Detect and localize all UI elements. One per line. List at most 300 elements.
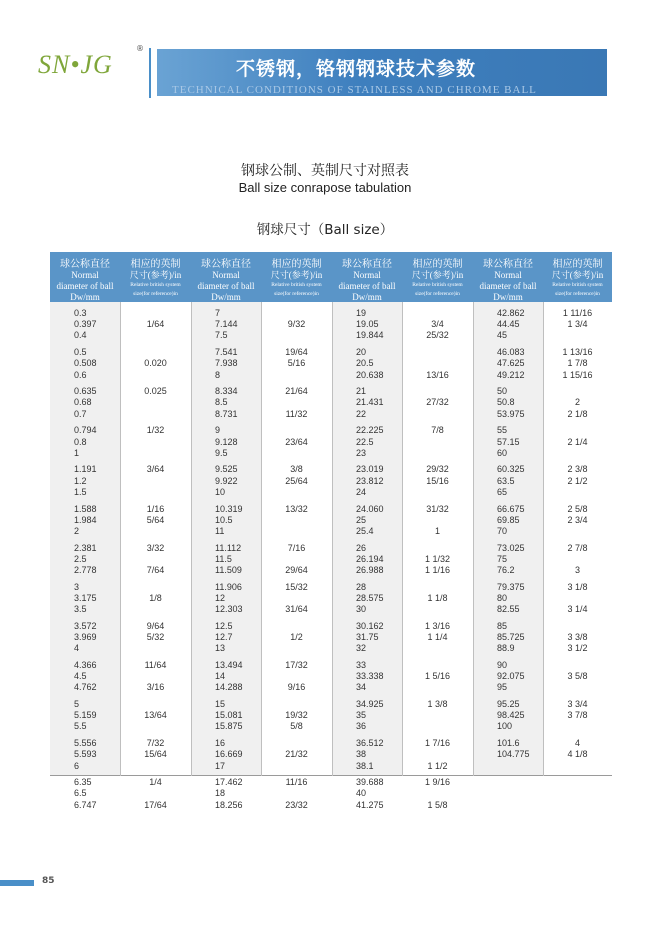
- table-cell: 4: [74, 643, 80, 654]
- table-cell: 0.397: [74, 319, 97, 330]
- table-cell: 13: [215, 643, 226, 654]
- table-cell: 5.5: [74, 721, 87, 732]
- table-cell: 19/32: [285, 710, 308, 721]
- logo-divider: [149, 48, 151, 98]
- table-cell: 7/64: [146, 565, 165, 575]
- table-cell: 5.556: [74, 738, 97, 749]
- header-label: 球公称直径: [483, 259, 533, 270]
- table-cell: 21/64: [285, 386, 308, 397]
- table-cell: 70: [497, 525, 508, 536]
- table-cell: 7/16: [287, 542, 306, 553]
- table-cell: 2: [574, 397, 580, 408]
- table-cell: 0.635: [74, 386, 97, 397]
- table-cell: 5: [74, 699, 80, 709]
- table-cell: 15/64: [144, 749, 167, 760]
- table-cell: 13/16: [426, 369, 449, 380]
- table-cell: 30.162: [356, 620, 384, 631]
- table-cell: 41.275: [356, 799, 384, 810]
- inch-header: [543, 252, 612, 302]
- table-cell: 6: [74, 760, 80, 771]
- table-cell: 31/32: [426, 503, 449, 514]
- table-cell: 28: [356, 581, 367, 592]
- header-label: size(for reference)in: [133, 291, 178, 297]
- table-cell: 60.325: [497, 464, 525, 475]
- table-cell: 34.925: [356, 699, 384, 709]
- table-cell: 2 5/8: [567, 503, 588, 514]
- table-cell: 13/64: [144, 710, 167, 721]
- table-cell: 85.725: [497, 632, 525, 642]
- column-divider: [402, 302, 403, 776]
- table-cell: 2.381: [74, 542, 97, 553]
- header-label: 相应的英制: [130, 259, 181, 270]
- table-cell: 50.8: [497, 397, 515, 408]
- table-cell: 76.2: [497, 565, 515, 575]
- table-cell: 7.938: [215, 358, 238, 369]
- table-bottom-rule: [543, 775, 612, 776]
- header-label: Normal: [71, 270, 99, 280]
- brand-logo: SN•JG: [38, 50, 113, 79]
- table-cell: 36.512: [356, 738, 384, 749]
- inch-column: [120, 252, 191, 810]
- table-cell: 90: [497, 659, 508, 670]
- table-cell: 7.144: [215, 319, 238, 330]
- header-label: Relative british system: [412, 282, 463, 288]
- table-cell: 22: [356, 408, 367, 419]
- table-cell: 3/16: [146, 682, 165, 693]
- table-cell: 0.025: [144, 386, 167, 397]
- table-cell: 0.020: [144, 358, 167, 369]
- table-cell: 1 5/16: [424, 671, 451, 682]
- table-cell: 27/32: [426, 397, 449, 408]
- table-cell: 10: [215, 486, 226, 497]
- table-cell: 2 7/8: [567, 542, 588, 553]
- table-cell: 6.747: [74, 799, 97, 810]
- table-cell: 3 7/8: [567, 710, 588, 721]
- table-cell: 29/64: [285, 565, 308, 575]
- table-bottom-rule: [50, 775, 120, 776]
- table-cell: 1 1/2: [427, 760, 448, 771]
- table-bottom-rule: [402, 775, 473, 776]
- inch-header: [261, 252, 332, 302]
- table-cell: 3/8: [290, 464, 303, 475]
- registered-mark: ®: [136, 44, 144, 53]
- table-cell: 30: [356, 604, 367, 615]
- table-bottom-rule: [191, 775, 261, 776]
- section-subtitle: 钢球尺寸（Ball size）: [256, 222, 394, 238]
- table-cell: 88.9: [497, 643, 515, 654]
- header-label: diameter of ball: [197, 281, 255, 291]
- table-cell: 19/64: [285, 347, 308, 358]
- table-cell: 12: [215, 592, 226, 603]
- table-cell: 1 7/16: [424, 738, 451, 749]
- table-cell: 5/64: [146, 514, 165, 525]
- table-cell: 12.5: [215, 620, 233, 631]
- table-cell: 3: [74, 581, 80, 592]
- table-cell: 80: [497, 592, 508, 603]
- table-cell: 34: [356, 682, 367, 693]
- table-cell: 82.55: [497, 604, 520, 615]
- section-title-cn: 钢球公制、英制尺寸对照表: [241, 163, 409, 179]
- table-cell: 3/4: [431, 319, 444, 330]
- table-cell: 75: [497, 553, 508, 564]
- header-label: 相应的英制: [552, 259, 603, 270]
- metric-header: [50, 252, 120, 302]
- table-cell: 1/2: [290, 632, 303, 642]
- table-cell: 95.25: [497, 699, 520, 709]
- table-cell: 13/32: [285, 503, 308, 514]
- table-cell: 3.5: [74, 604, 87, 615]
- table-cell: 11.906: [215, 581, 242, 592]
- table-cell: 65: [497, 486, 508, 497]
- table-cell: 3/32: [146, 542, 165, 553]
- table-cell: 20: [356, 347, 367, 358]
- table-cell: 4.762: [74, 682, 97, 693]
- table-cell: 47.625: [497, 358, 525, 369]
- table-cell: 15/16: [426, 475, 449, 486]
- table-cell: 38.1: [356, 760, 374, 771]
- table-cell: 8.5: [215, 397, 228, 408]
- table-cell: 31.75: [356, 632, 379, 642]
- table-cell: 92.075: [497, 671, 525, 682]
- table-cell: 3 1/4: [567, 604, 588, 615]
- table-cell: 9/16: [287, 682, 306, 693]
- table-cell: 0.8: [74, 436, 87, 447]
- table-cell: 22.225: [356, 425, 384, 436]
- table-cell: 25/64: [285, 475, 308, 486]
- table-cell: 5.159: [74, 710, 97, 721]
- table-bottom-rule: [120, 775, 191, 776]
- table-cell: 9.128: [215, 436, 238, 447]
- metric-header: [473, 252, 543, 302]
- table-cell: 11.112: [215, 542, 242, 553]
- table-cell: 38: [356, 749, 367, 760]
- table-cell: 12.7: [215, 632, 233, 642]
- table-cell: 0.508: [74, 358, 97, 369]
- header-label: 球公称直径: [201, 259, 251, 270]
- table-cell: 1.588: [74, 503, 97, 514]
- table-cell: 26.988: [356, 565, 384, 575]
- table-cell: 17.462: [215, 777, 243, 788]
- table-bottom-rule: [261, 775, 332, 776]
- header-label: 球公称直径: [60, 259, 110, 270]
- table-cell: 98.425: [497, 710, 525, 721]
- table-cell: 12.303: [215, 604, 243, 615]
- table-cell: 1/4: [149, 777, 162, 788]
- table-cell: 100: [497, 721, 513, 732]
- table-cell: 95: [497, 682, 508, 693]
- table-cell: 33.338: [356, 671, 384, 682]
- table-cell: 8.334: [215, 386, 238, 397]
- header-label: Normal: [212, 270, 240, 280]
- metric-column: [473, 252, 543, 776]
- table-cell: 0.4: [74, 330, 87, 341]
- inch-column: [402, 252, 473, 810]
- header-label: Normal: [353, 270, 381, 280]
- table-cell: 10.5: [215, 514, 233, 525]
- table-cell: 3.175: [74, 592, 97, 603]
- table-cell: 19: [356, 308, 367, 318]
- table-cell: 24: [356, 486, 367, 497]
- table-cell: 4: [574, 738, 580, 749]
- table-cell: 25: [356, 514, 367, 525]
- table-cell: 9/64: [146, 620, 165, 631]
- table-cell: 31/64: [285, 604, 308, 615]
- table-cell: 0.3: [74, 308, 87, 318]
- table-cell: 0.5: [74, 347, 87, 358]
- table-cell: 11.509: [215, 565, 242, 575]
- table-cell: 1/8: [149, 592, 162, 603]
- table-bottom-rule: [332, 775, 402, 776]
- table-cell: 21: [356, 386, 367, 397]
- table-cell: 2 3/4: [567, 514, 588, 525]
- table-cell: 1 1/4: [427, 632, 448, 642]
- header-label: Relative british system: [130, 282, 181, 288]
- inch-column: [543, 252, 612, 776]
- table-cell: 11/32: [285, 408, 308, 419]
- header-label: size(for reference)in: [555, 291, 600, 297]
- table-cell: 19.844: [356, 330, 384, 341]
- table-cell: 22.5: [356, 436, 374, 447]
- column-divider: [191, 302, 192, 776]
- table-cell: 3.969: [74, 632, 97, 642]
- header-label: Relative british system: [552, 282, 603, 288]
- table-cell: 33: [356, 659, 367, 670]
- table-cell: 50: [497, 386, 508, 397]
- footer-bar: [0, 880, 34, 886]
- header-label: 球公称直径: [342, 259, 392, 270]
- page-number: 85: [42, 876, 55, 886]
- metric-column: [332, 252, 402, 810]
- table-cell: 1 1/32: [424, 553, 451, 564]
- table-cell: 25.4: [356, 525, 374, 536]
- table-cell: 1/32: [146, 425, 165, 436]
- table-cell: 0.68: [74, 397, 92, 408]
- table-cell: 1 3/8: [427, 699, 448, 709]
- table-cell: 20.638: [356, 369, 384, 380]
- table-cell: 1 1/8: [427, 592, 448, 603]
- table-cell: 79.375: [497, 581, 525, 592]
- table-cell: 1/64: [146, 319, 165, 330]
- table-cell: 26: [356, 542, 367, 553]
- table-cell: 3 3/8: [567, 632, 588, 642]
- table-cell: 40: [356, 788, 367, 799]
- table-cell: 2 1/8: [567, 408, 588, 419]
- table-cell: 3 1/2: [567, 643, 588, 654]
- header-label: diameter of ball: [479, 281, 537, 291]
- table-cell: 3: [574, 565, 580, 575]
- table-cell: 11/16: [285, 777, 308, 788]
- table-cell: 4.5: [74, 671, 87, 682]
- table-cell: 25/32: [426, 330, 449, 341]
- table-cell: 2.778: [74, 565, 97, 575]
- table-cell: 24.060: [356, 503, 384, 514]
- header-label: Relative british system: [271, 282, 322, 288]
- table-cell: 19.05: [356, 319, 379, 330]
- table-cell: 9.922: [215, 475, 238, 486]
- table-cell: 63.5: [497, 475, 515, 486]
- table-cell: 6.35: [74, 777, 92, 788]
- table-cell: 1 5/8: [427, 799, 448, 810]
- table-cell: 10.319: [215, 503, 243, 514]
- table-cell: 60: [497, 447, 508, 458]
- table-cell: 0.7: [74, 408, 87, 419]
- table-cell: 26.194: [356, 553, 384, 564]
- table-cell: 16: [215, 738, 226, 749]
- table-cell: 55: [497, 425, 508, 436]
- table-cell: 5/32: [146, 632, 165, 642]
- header-label: Dw/mm: [70, 292, 100, 302]
- table-cell: 1.984: [74, 514, 97, 525]
- table-cell: 66.675: [497, 503, 525, 514]
- table-cell: 1 11/16: [562, 308, 593, 318]
- table-cell: 13.494: [215, 659, 243, 670]
- column-divider: [473, 302, 474, 776]
- table-cell: 73.025: [497, 542, 525, 553]
- inch-column: [261, 252, 332, 810]
- table-cell: 9.5: [215, 447, 228, 458]
- table-cell: 15.081: [215, 710, 243, 721]
- section-title-en: Ball size conrapose tabulation: [238, 180, 412, 195]
- table-cell: 5/16: [287, 358, 306, 369]
- table-cell: 20.5: [356, 358, 374, 369]
- table-cell: 2 1/4: [567, 436, 588, 447]
- table-cell: 7.541: [215, 347, 238, 358]
- header-label: 尺寸(参考)/in: [551, 270, 604, 280]
- table-cell: 9.525: [215, 464, 238, 475]
- column-divider: [332, 302, 333, 776]
- ball-size-table: [50, 252, 612, 810]
- metric-column: [191, 252, 261, 810]
- table-cell: 17/32: [285, 659, 308, 670]
- table-cell: 1 9/16: [424, 777, 451, 788]
- table-cell: 1: [74, 447, 80, 458]
- table-cell: 1 3/16: [424, 620, 451, 631]
- table-cell: 4 1/8: [567, 749, 588, 760]
- table-cell: 17: [215, 760, 226, 771]
- table-cell: 9: [215, 425, 221, 436]
- table-cell: 1.5: [74, 486, 87, 497]
- column-divider: [120, 302, 121, 776]
- header-label: Dw/mm: [493, 292, 523, 302]
- table-cell: 7: [215, 308, 221, 318]
- table-cell: 1.2: [74, 475, 87, 486]
- table-cell: 35: [356, 710, 367, 721]
- table-cell: 3 5/8: [567, 671, 588, 682]
- header-label: 尺寸(参考)/in: [411, 270, 464, 280]
- table-cell: 15/32: [285, 581, 308, 592]
- table-cell: 5/8: [290, 721, 303, 732]
- table-cell: 104.775: [497, 749, 530, 760]
- table-cell: 23/32: [285, 799, 308, 810]
- table-cell: 5.593: [74, 749, 97, 760]
- column-divider: [261, 302, 262, 776]
- table-cell: 17/64: [144, 799, 167, 810]
- table-cell: 16.669: [215, 749, 243, 760]
- table-cell: 15: [215, 699, 226, 709]
- table-cell: 1 13/16: [562, 347, 593, 358]
- table-cell: 53.975: [497, 408, 525, 419]
- metric-header: [191, 252, 261, 302]
- table-cell: 8.731: [215, 408, 238, 419]
- table-cell: 23/64: [285, 436, 308, 447]
- header-label: diameter of ball: [338, 281, 396, 291]
- table-cell: 2 3/8: [567, 464, 588, 475]
- table-cell: 4.366: [74, 659, 97, 670]
- table-cell: 32: [356, 643, 367, 654]
- table-cell: 0.794: [74, 425, 97, 436]
- table-cell: 101.6: [497, 738, 520, 749]
- table-cell: 1.191: [74, 464, 97, 475]
- table-cell: 3.572: [74, 620, 97, 631]
- table-cell: 7/8: [431, 425, 444, 436]
- table-cell: 0.6: [74, 369, 87, 380]
- table-cell: 23.019: [356, 464, 384, 475]
- table-cell: 1 1/16: [424, 565, 451, 575]
- inch-header: [120, 252, 191, 302]
- table-cell: 14.288: [215, 682, 243, 693]
- header-label: Normal: [494, 270, 522, 280]
- table-cell: 39.688: [356, 777, 384, 788]
- table-cell: 1 15/16: [562, 369, 593, 380]
- table-cell: 23: [356, 447, 367, 458]
- table-cell: 1: [434, 525, 440, 536]
- table-cell: 18.256: [215, 799, 243, 810]
- table-cell: 1 3/4: [567, 319, 588, 330]
- header-label: 相应的英制: [271, 259, 322, 270]
- table-cell: 45: [497, 330, 508, 341]
- table-cell: 11: [215, 525, 225, 536]
- table-cell: 3 1/8: [567, 581, 588, 592]
- table-cell: 2: [74, 525, 80, 536]
- table-cell: 28.575: [356, 592, 384, 603]
- metric-header: [332, 252, 402, 302]
- table-cell: 1/16: [146, 503, 165, 514]
- table-cell: 1 7/8: [567, 358, 588, 369]
- table-cell: 42.862: [497, 308, 525, 318]
- header-title-en: TECHNICAL CONDITIONS OF STAINLESS AND CHROME BALL: [172, 84, 537, 96]
- table-cell: 69.85: [497, 514, 520, 525]
- table-cell: 2 1/2: [567, 475, 588, 486]
- table-cell: 15.875: [215, 721, 243, 732]
- table-cell: 8: [215, 369, 221, 380]
- header-label: diameter of ball: [56, 281, 114, 291]
- table-cell: 85: [497, 620, 508, 631]
- table-cell: 7.5: [215, 330, 228, 341]
- header-label: Dw/mm: [352, 292, 382, 302]
- table-cell: 44.45: [497, 319, 520, 330]
- table-cell: 57.15: [497, 436, 520, 447]
- table-cell: 36: [356, 721, 367, 732]
- table-cell: 21.431: [356, 397, 384, 408]
- column-divider: [543, 302, 544, 776]
- header-title-cn: 不锈钢，铬钢钢球技术参数: [236, 58, 477, 80]
- table-cell: 18: [215, 788, 226, 799]
- header-label: size(for reference)in: [415, 291, 460, 297]
- table-cell: 11/64: [144, 659, 167, 670]
- table-cell: 3 3/4: [567, 699, 588, 709]
- table-cell: 21/32: [285, 749, 308, 760]
- table-cell: 6.5: [74, 788, 87, 799]
- table-cell: 11.5: [215, 553, 232, 564]
- header-label: size(for reference)in: [274, 291, 319, 297]
- inch-header: [402, 252, 473, 302]
- table-cell: 49.212: [497, 369, 525, 380]
- table-bottom-rule: [473, 775, 543, 776]
- header-label: 尺寸(参考)/in: [129, 270, 182, 280]
- table-cell: 23.812: [356, 475, 384, 486]
- header-label: Dw/mm: [211, 292, 241, 302]
- table-cell: 29/32: [426, 464, 449, 475]
